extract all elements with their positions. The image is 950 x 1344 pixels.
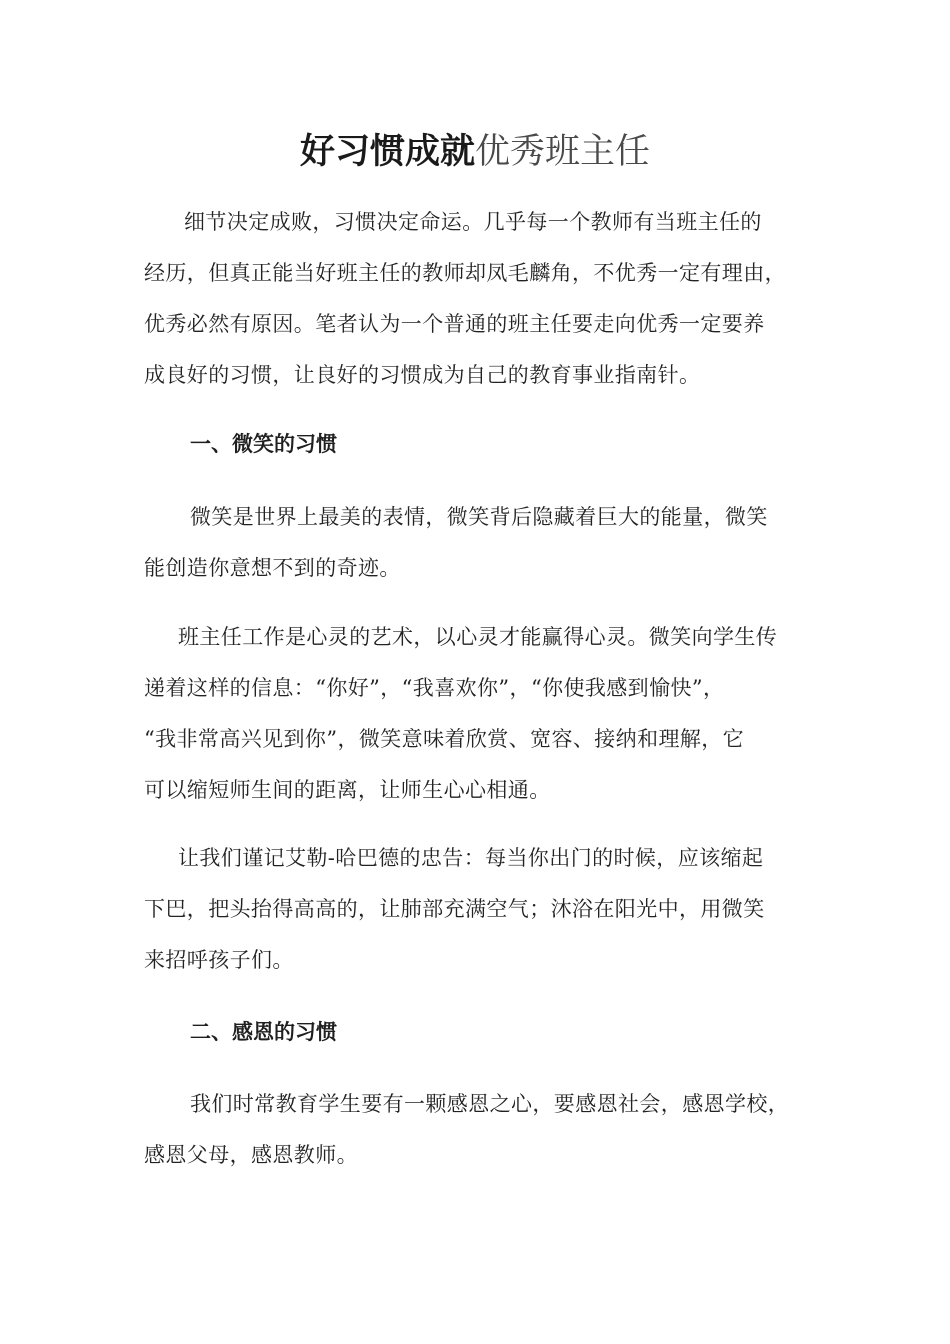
paragraph-line: 能创造你意想不到的奇迹。 [144,556,401,580]
paragraph-line: 递着这样的信息：“你好”，“我喜欢你”，“你使我感到愉快”， [144,676,725,700]
paragraph-line: 下巴，把头抬得高高的，让肺部充满空气；沐浴在阳光中，用微笑 [144,897,765,921]
paragraph-line: 可以缩短师生间的距离，让师生心心相通。 [144,778,551,802]
intro-paragraph [144,197,816,401]
smile-paragraph-3 [144,833,816,986]
paragraph-line: 让我们谨记艾勒-哈巴德的忠告：每当你出门的时候，应该缩起 [178,846,764,870]
smile-paragraph-2 [144,612,816,816]
smile-paragraph-1 [144,492,816,594]
title-light-part: 优秀班主任 [475,132,651,172]
paragraph-line: 优秀必然有原因。笔者认为一个普通的班主任要走向优秀一定要养 [144,312,765,336]
document-title [0,128,950,176]
title-bold-part: 好习惯成就 [299,131,475,172]
paragraph-line: 微笑是世界上最美的表情，微笑背后隐藏着巨大的能量，微笑 [190,505,768,529]
paragraph-line: 班主任工作是心灵的艺术，以心灵才能赢得心灵。微笑向学生传 [178,625,778,649]
gratitude-paragraph-1 [144,1079,816,1181]
paragraph-line: 我们时常教育学生要有一颗感恩之心，要感恩社会，感恩学校， [190,1092,790,1116]
section-heading-gratitude: 二、感恩的习惯 [190,1020,337,1044]
paragraph-line: 细节决定成败，习惯决定命运。几乎每一个教师有当班主任的 [184,210,762,234]
paragraph-line: 感恩父母，感恩教师。 [144,1143,358,1167]
paragraph-line: “我非常高兴见到你”，微笑意味着欣赏、宽容、接纳和理解，它 [144,727,745,751]
paragraph-line: 经历，但真正能当好班主任的教师却凤毛麟角，不优秀一定有理由， [144,261,786,285]
paragraph-line: 来招呼孩子们。 [144,948,294,972]
section-heading-smile: 一、微笑的习惯 [190,432,337,456]
paragraph-line: 成良好的习惯，让良好的习惯成为自己的教育事业指南针。 [144,363,701,387]
